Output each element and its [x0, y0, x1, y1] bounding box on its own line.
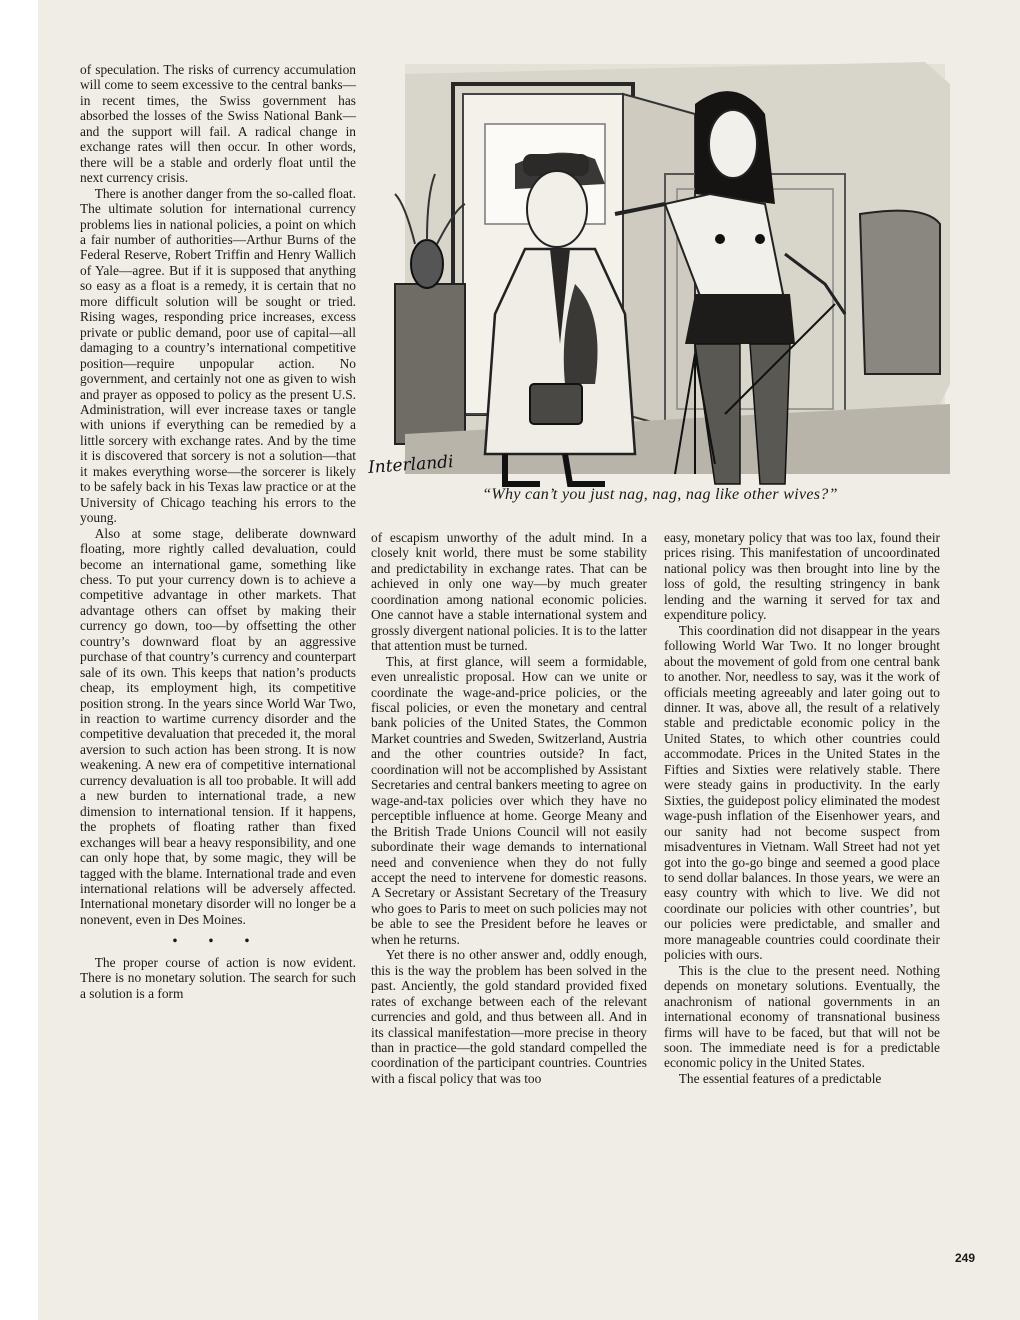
paragraph: of escapism unworthy of the adult mind. In a closely knit world, there must be some stability and predictability in exchange rates. That can be achieved in only one way—by much greater coordination among national economic policies. One cannot have a stable international system and grossly divergent national policies. It is to the latter that attention must be turned.: [371, 530, 647, 654]
paragraph: There is another danger from the so-called float. The ultimate solution for international currency problems lies in national policies, a point on which a fair number of authorities—Arthur Burns of the Federal Reserve, Robert Triffin and Henry Wallich of Yale—agree. But if it is supposed that anything so easy as a float is a remedy, it is certain that no more difficult solution will be sought or tried. Rising wages, responding price increases, excess private or public demand, poor use of capital—all damaging to a country’s international competitive position—require unpopular action. No government, and certainly not one as given to wish and prayer as opposed to policy as the present U.S. Administration, will ever increase taxes or tangle with unions if everything can be remedied by a little sorcery with exchange rates. And by the time it is discovered that sorcery is not a solution—that it makes everything worse—the sorcerer is likely to be safely back in his Texas law practice or at the University of Chicago teaching his errors to the young.: [80, 185, 356, 526]
paragraph: Also at some stage, deliberate downward floating, more rightly called devaluation, could become an international game, something like chess. To put your currency down is to achieve a competitive advantage in other markets. That advantage others can offset by making their currency go down, too—by offsetting the other country’s downward float by an aggressive purchase of that country’s currency and counterpart sale of its own. This keeps that nation’s products cheap, its employment high, its competitive position strong. In the years since World War Two, in reaction to wartime currency disorder and the competitive devaluation that preceded it, the moral aversion to such action has been strong. It is now weakening. A new era of competitive international currency devaluation is all too probable. It will add a new burden to international trade, a new dimension to international tension. If it happens, the prophets of floating rather than fixed exchanges will bear a heavy responsibility, and one can only hope that, by some magic, they will be tagged with the blame. International trade and even international relations will be adversely affected. International monetary disorder will no longer be a nonevent, even in Des Moines.: [80, 525, 356, 927]
text-column-1: [80, 62, 356, 1001]
paragraph: Yet there is no other answer and, oddly enough, this is the way the problem has been solved in the past. Anciently, the gold standard provided fixed rates of exchange between each of the relevant currencies and gold, and thus between all. And in its classical manifestation—more precise in theory than in practice—the gold standard compelled the coordination of the participant countries. Countries with a fiscal policy that was too: [371, 947, 647, 1086]
section-separator: • • •: [172, 933, 264, 949]
paragraph: This, at first glance, will seem a formidable, even unrealistic proposal. How can we unite or coordinate the wage-and-price policies, or the fiscal policies, or even the monetary and central bank policies of the United States, the Common Market countries and Sweden, Switzerland, Austria and the other countries outside? In fact, coordination will not be accomplished by Assistant Secretaries and central bankers meeting to agree on wage-and-tax policies over which they have no perceptible influence at home. George Meany and the British Trade Unions Council will not easily subordinate their wage demands to international need and convenience when they do not fully accept the need to intervene for domestic reasons. A Secretary or Assistant Secretary of the Treasury who goes to Paris to meet on such policies may not be able to see the President before he leaves or when he returns.: [371, 653, 647, 947]
paragraph: This coordination did not disappear in the years following World War Two. It no longer brought about the movement of gold from one central bank to another. Nor, needless to say, was it the work of officials meeting agreeably and later going out to dinner. It was, above all, the result of a relatively stable and predictable economic policy in the United States, to which other countries could accommodate. Prices in the United States in the Fifties and Sixties were relatively stable. There were steady gains in productivity. In the early Sixties, the guidepost policy eliminated the modest wage-push inflation of the Eisenhower years, and our sanity had not become suspect from misadventures in Vietnam. Wall Street had not yet got into the go-go binge and seemed a good place to send dollar balances. In those years, we were an easy country with which to live. We did not coordinate our policies with other countries’, but our policies were predictable, and smaller and more manageable countries could coordinate their policies with ours.: [664, 622, 940, 963]
paragraph: The proper course of action is now evident. There is no monetary solution. The search for such a solution is a form: [80, 954, 356, 1001]
paragraph: This is the clue to the present need. Nothing depends on monetary solutions. Eventually, the anachronism of national governments in an international economy of transnational business firms will have to be faced, but that will not be soon. The immediate need is for a predictable economic policy in the United States.: [664, 962, 940, 1071]
paragraph: easy, monetary policy that was too lax, found their prices rising. This manifestation of uncoordinated national policy was then brought into line by the loss of gold, the resulting stringency in bank lending and the warning it served for tax and expenditure policy.: [664, 530, 940, 623]
cartoon-illustration: [365, 54, 957, 510]
text-column-3: [664, 530, 940, 1086]
text-column-2: [371, 530, 647, 1086]
paragraph: of speculation. The risks of currency accumulation will come to seem excessive to the central banks—in recent times, the Swiss government has absorbed the losses of the Swiss National Bank—and the support will fail. A radical change in exchange rates will then occur. In other words, there will be a stable and orderly float until the next currency crisis.: [80, 62, 356, 186]
paragraph: The essential features of a predictable: [678, 1070, 882, 1086]
cartoonist-signature: Interlandi: [367, 452, 455, 478]
page-number: 249: [955, 1251, 976, 1265]
cartoon-caption: “Why can’t you just nag, nag, nag like other wives?”: [482, 486, 838, 503]
